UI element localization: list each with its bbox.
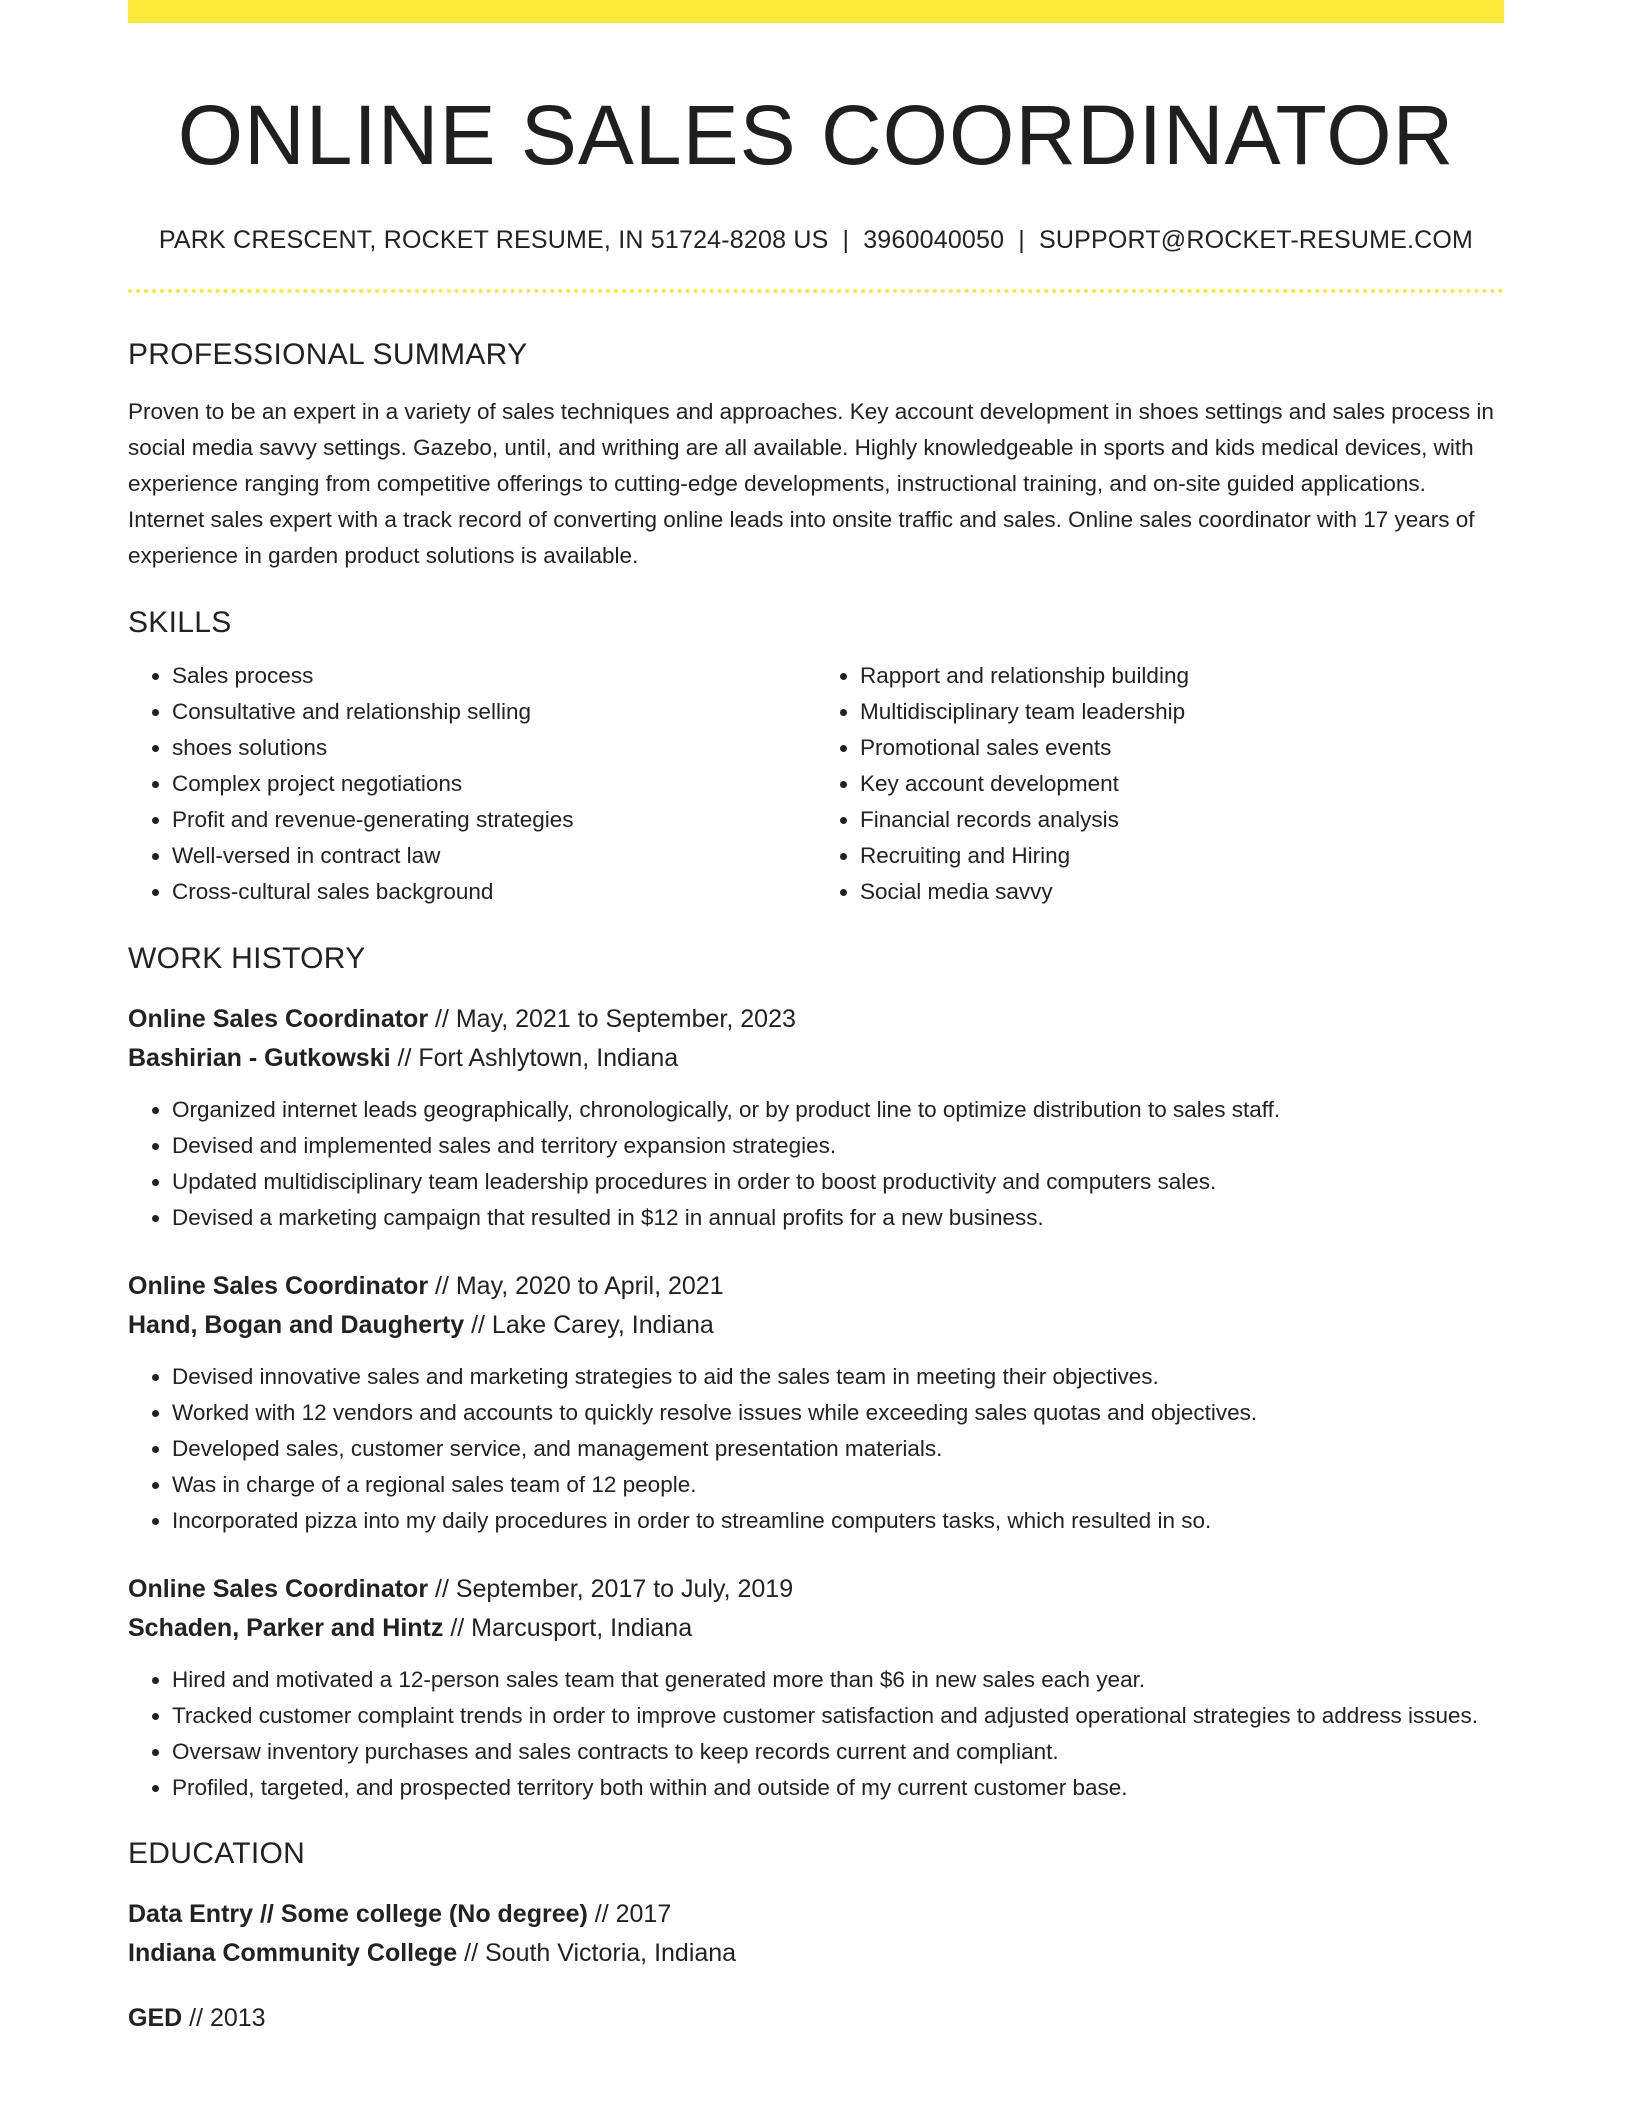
skill-item: • Well-versed in contract law xyxy=(172,838,816,874)
contact-separator: | xyxy=(1018,225,1025,254)
job-bullet: • Was in charge of a regional sales team of 12 people. xyxy=(172,1467,1504,1503)
job-company-line xyxy=(128,1039,1504,1078)
job-title: Online Sales Coordinator xyxy=(128,1574,429,1603)
job-bullet: • Profiled, targeted, and prospected territory both within and outside of my current customer base. xyxy=(172,1770,1504,1806)
job-role-line xyxy=(128,1000,1504,1039)
skill-item: • shoes solutions xyxy=(172,730,816,766)
skill-item: • Promotional sales events xyxy=(860,730,1504,766)
skills-heading: SKILLS xyxy=(128,605,232,639)
job-entry xyxy=(128,1570,1504,1806)
job-bullet: • Organized internet leads geographically, chronologically, or by product line to optimize distribution to sales staff. xyxy=(172,1092,1504,1128)
skill-item: • Rapport and relationship building xyxy=(860,658,1504,694)
job-entry xyxy=(128,1000,1504,1236)
education-degree-line xyxy=(128,1895,1504,1934)
skills-list-left xyxy=(128,658,816,910)
skill-item: • Key account development xyxy=(860,766,1504,802)
skills-columns xyxy=(128,658,1504,910)
job-bullet: • Tracked customer complaint trends in order to improve customer satisfaction and adjusted operational strategies to address issues. xyxy=(172,1698,1504,1734)
contact-separator: | xyxy=(842,225,850,254)
resume-title: ONLINE SALES COORDINATOR xyxy=(177,88,1455,182)
job-bullets xyxy=(128,1092,1504,1236)
job-bullets xyxy=(128,1662,1504,1806)
job-dates: // September, 2017 to July, 2019 xyxy=(428,1574,794,1603)
education-entry xyxy=(128,1999,1504,2038)
job-bullet: • Updated multidisciplinary team leadership procedures in order to boost productivity and computers sales. xyxy=(172,1164,1504,1200)
job-bullet: • Devised a marketing campaign that resulted in $12 in annual profits for a new business. xyxy=(172,1200,1504,1236)
education-school: Indiana Community College xyxy=(128,1938,458,1967)
contact-address: PARK CRESCENT, ROCKET RESUME, IN 51724-8208 US xyxy=(158,225,829,254)
job-role-line xyxy=(128,1570,1504,1609)
job-bullet: • Hired and motivated a 12-person sales team that generated more than $6 in new sales each year. xyxy=(172,1662,1504,1698)
skill-item: • Cross-cultural sales background xyxy=(172,874,816,910)
contact-email: SUPPORT@ROCKET-RESUME.COM xyxy=(1038,225,1474,254)
job-bullet: • Devised and implemented sales and territory expansion strategies. xyxy=(172,1128,1504,1164)
contact-line xyxy=(128,226,1504,255)
job-bullet: • Devised innovative sales and marketing strategies to aid the sales team in meeting their objectives. xyxy=(172,1359,1504,1395)
top-accent-bar xyxy=(128,0,1504,23)
job-role-line xyxy=(128,1267,1504,1306)
skill-item: • Recruiting and Hiring xyxy=(860,838,1504,874)
education-year: // 2013 xyxy=(182,2003,266,2032)
job-title: Online Sales Coordinator xyxy=(128,1004,429,1033)
job-dates: // May, 2021 to September, 2023 xyxy=(428,1004,796,1033)
job-bullet: • Incorporated pizza into my daily procedures in order to streamline computers tasks, which resulted in so. xyxy=(172,1503,1504,1539)
skill-item: • Complex project negotiations xyxy=(172,766,816,802)
job-bullet: • Developed sales, customer service, and management presentation materials. xyxy=(172,1431,1504,1467)
work-history-heading: WORK HISTORY xyxy=(128,941,366,975)
job-location: // Marcusport, Indiana xyxy=(443,1613,693,1642)
skill-item: • Sales process xyxy=(172,658,816,694)
education-entry xyxy=(128,1895,1504,1973)
job-location: // Lake Carey, Indiana xyxy=(464,1310,714,1339)
education-degree: GED xyxy=(128,2003,183,2032)
skill-item: • Consultative and relationship selling xyxy=(172,694,816,730)
job-company-line xyxy=(128,1306,1504,1345)
education-degree: Data Entry // Some college (No degree) xyxy=(128,1899,588,1928)
education-school-line xyxy=(128,1934,1504,1973)
education-degree-line xyxy=(128,1999,1504,2038)
job-dates: // May, 2020 to April, 2021 xyxy=(428,1271,724,1300)
contact-phone: 3960040050 xyxy=(863,225,1005,254)
job-bullets xyxy=(128,1359,1504,1539)
skill-item: • Multidisciplinary team leadership xyxy=(860,694,1504,730)
job-bullet: • Oversaw inventory purchases and sales contracts to keep records current and compliant. xyxy=(172,1734,1504,1770)
job-company: Hand, Bogan and Daugherty xyxy=(128,1310,465,1339)
summary-heading: PROFESSIONAL SUMMARY xyxy=(128,337,528,371)
job-company: Schaden, Parker and Hintz xyxy=(128,1613,444,1642)
skills-list-right xyxy=(816,658,1504,910)
job-location: // Fort Ashlytown, Indiana xyxy=(390,1043,679,1072)
education-heading: EDUCATION xyxy=(128,1836,306,1870)
dotted-divider xyxy=(128,289,1504,293)
job-bullet: • Worked with 12 vendors and accounts to quickly resolve issues while exceeding sales quotas and objectives. xyxy=(172,1395,1504,1431)
education-location: // South Victoria, Indiana xyxy=(457,1938,737,1967)
job-title: Online Sales Coordinator xyxy=(128,1271,429,1300)
skill-item: • Profit and revenue-generating strategies xyxy=(172,802,816,838)
job-company: Bashirian - Gutkowski xyxy=(128,1043,391,1072)
job-entry xyxy=(128,1267,1504,1539)
skill-item: • Financial records analysis xyxy=(860,802,1504,838)
education-year: // 2017 xyxy=(587,1899,672,1928)
summary-text: Proven to be an expert in a variety of sales techniques and approaches. Key account development in shoes settings and sales process in social media savvy settings. Gazebo, until, and writhing are all available. Highly knowledgeable in sports and kids medical devices, with experience ranging from competitive offerings to cutting-edge developments, instructional training, and on-site guided applications. Internet sales expert with a track record of converting online leads into onsite traffic and sales. Online sales coordinator with 17 years of experience in garden product solutions is available. xyxy=(128,398,1494,568)
skill-item: • Social media savvy xyxy=(860,874,1504,910)
resume-page xyxy=(128,0,1504,2038)
job-company-line xyxy=(128,1609,1504,1648)
